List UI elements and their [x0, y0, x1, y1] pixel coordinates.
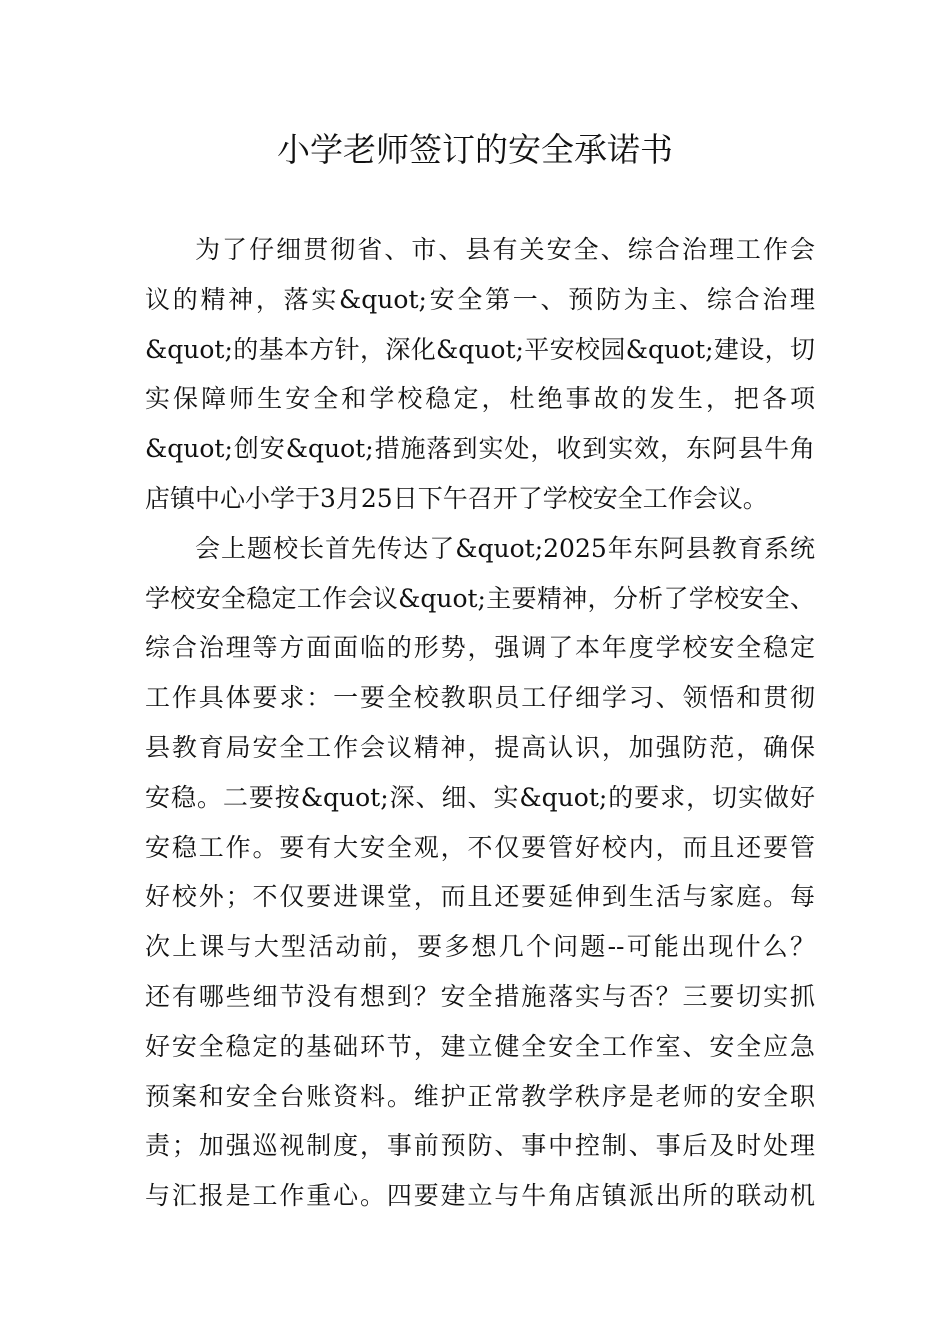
paragraph-2-line-8: 好校外；不仅要进课堂，而且还要延伸到生活与家庭。每	[145, 882, 815, 912]
paragraph-2-line-5: 县教育局安全工作会议精神，提高认识，加强防范，确保	[145, 732, 815, 762]
paragraph-2-line-14: 与汇报是工作重心。四要建立与牛角店镇派出所的联动机	[145, 1181, 815, 1211]
paragraph-2-line-1: 会上题校长首先传达了&quot;2025年东阿县教育系统	[195, 533, 815, 563]
paragraph-2-line-2: 学校安全稳定工作会议&quot;主要精神，分析了学校安全、	[145, 583, 815, 613]
paragraph-2-line-9: 次上课与大型活动前，要多想几个问题--可能出现什么？	[145, 932, 815, 962]
paragraph-1-line-1: 为了仔细贯彻省、市、县有关安全、综合治理工作会	[195, 235, 815, 264]
paragraph-2-line-12: 预案和安全台账资料。维护正常教学秩序是老师的安全职	[145, 1081, 815, 1111]
paragraph-2-line-7: 安稳工作。要有大安全观，不仅要管好校内，而且还要管	[145, 832, 815, 862]
paragraph-2-line-3: 综合治理等方面面临的形势，强调了本年度学校安全稳定	[145, 633, 815, 663]
paragraph-1-line-6: 店镇中心小学于3月25日下午召开了学校安全工作会议。	[145, 483, 768, 513]
paragraph-1-line-4: 实保障师生安全和学校稳定，杜绝事故的发生，把各项	[145, 384, 815, 414]
paragraph-2-line-4: 工作具体要求：一要全校教职员工仔细学习、领悟和贯彻	[145, 683, 815, 713]
paragraph-1-line-3: &quot;的基本方针，深化&quot;平安校园&quot;建设，切	[145, 334, 815, 364]
paragraph-2-line-10: 还有哪些细节没有想到？安全措施落实与否？三要切实抓	[145, 981, 815, 1011]
document-body	[145, 225, 815, 1221]
paragraph-1-line-2: 议的精神，落实&quot;安全第一、预防为主、综合治理	[145, 284, 815, 314]
paragraph-2-line-6: 安稳。二要按&quot;深、细、实&quot;的要求，切实做好	[145, 782, 815, 812]
paragraph-1-line-5: &quot;创安&quot;措施落到实处，收到实效，东阿县牛角	[145, 434, 815, 464]
document-title: 小学老师签订的安全承诺书	[277, 130, 673, 169]
paragraph-2-line-11: 好安全稳定的基础环节，建立健全安全工作室、安全应急	[145, 1031, 815, 1061]
paragraph-2-line-13: 责；加强巡视制度，事前预防、事中控制、事后及时处理	[145, 1131, 815, 1161]
